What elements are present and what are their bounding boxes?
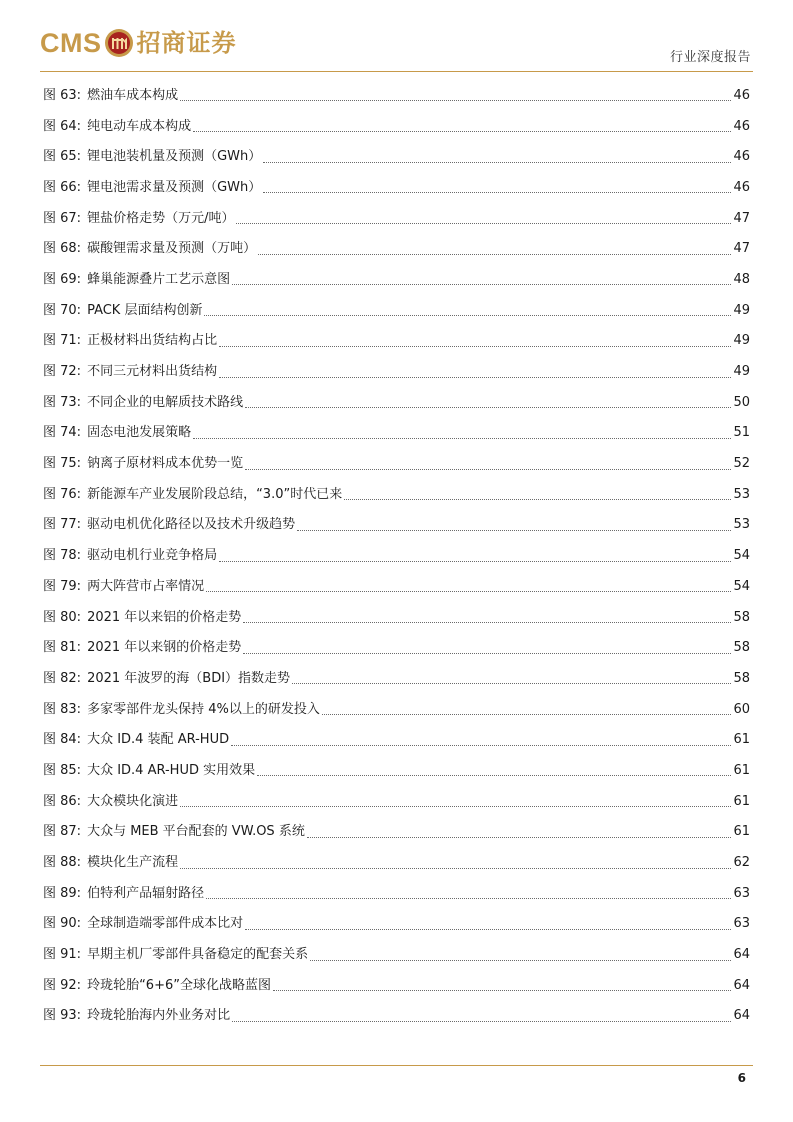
figure-number: 图 72:: [43, 364, 82, 380]
toc-entry[interactable]: [43, 141, 750, 172]
toc-entry[interactable]: [43, 172, 750, 203]
page-reference: 53: [733, 486, 750, 502]
figure-number: 图 73:: [43, 394, 82, 410]
figure-title: 不同三元材料出货结构: [87, 364, 218, 380]
page-reference: 51: [733, 425, 750, 441]
figure-number: 图 87:: [43, 824, 82, 840]
toc-entry[interactable]: [43, 786, 750, 817]
toc-entry[interactable]: [43, 694, 750, 725]
figure-number: 图 92:: [43, 977, 82, 993]
figure-number: 图 70:: [43, 302, 82, 318]
figure-title: 2021 年以来铝的价格走势: [87, 609, 242, 625]
page-reference: 61: [733, 762, 750, 778]
toc-entry[interactable]: [43, 233, 750, 264]
page-reference: 48: [733, 271, 750, 287]
page-reference: 49: [733, 302, 750, 318]
figure-title: 锂电池装机量及预测（GWh）: [87, 149, 262, 165]
figure-title: 固态电池发展策略: [87, 425, 192, 441]
logo-chinese-text: 招商证券: [136, 28, 237, 57]
figure-number: 图 88:: [43, 855, 82, 871]
figure-number: 图 71:: [43, 333, 82, 349]
page-number: 6: [737, 1071, 746, 1085]
dot-leader: [273, 989, 731, 991]
header-divider: [40, 71, 753, 72]
page-reference: 63: [733, 885, 750, 901]
toc-entry[interactable]: [43, 970, 750, 1001]
dot-leader: [243, 652, 731, 654]
dot-leader: [263, 191, 731, 193]
figure-number: 图 77:: [43, 517, 82, 533]
dot-leader: [206, 590, 731, 592]
figure-number: 图 81:: [43, 640, 82, 656]
figure-title: 玲珑轮胎海内外业务对比: [87, 1008, 231, 1024]
toc-entry[interactable]: [43, 878, 750, 909]
figure-number: 图 79:: [43, 578, 82, 594]
figure-title: 正极材料出货结构占比: [87, 333, 218, 349]
toc-entry[interactable]: [43, 632, 750, 663]
page-reference: 46: [733, 149, 750, 165]
footer-divider: [40, 1065, 753, 1066]
figure-title: PACK 层面结构创新: [87, 302, 203, 318]
toc-entry[interactable]: [43, 448, 750, 479]
dot-leader: [292, 682, 731, 684]
company-logo: [40, 28, 237, 58]
logo-latin-text: CMS: [40, 27, 102, 58]
figure-number: 图 78:: [43, 548, 82, 564]
page-reference: 49: [733, 364, 750, 380]
figure-number: 图 85:: [43, 762, 82, 778]
page-reference: 61: [733, 824, 750, 840]
page-reference: 58: [733, 670, 750, 686]
page-reference: 53: [733, 517, 750, 533]
page-reference: 46: [733, 87, 750, 103]
toc-entry[interactable]: [43, 602, 750, 633]
toc-entry[interactable]: [43, 510, 750, 541]
toc-entry[interactable]: [43, 387, 750, 418]
figure-title: 2021 年波罗的海（BDI）指数走势: [87, 670, 291, 686]
figure-title: 伯特利产品辐射路径: [87, 885, 205, 901]
figure-title: 碳酸锂需求量及预测（万吨）: [87, 241, 257, 257]
figure-title: 纯电动车成本构成: [87, 118, 192, 134]
page-header: [0, 0, 793, 72]
figure-title: 不同企业的电解质技术路线: [87, 394, 244, 410]
page-reference: 52: [733, 456, 750, 472]
figure-title: 新能源车产业发展阶段总结，“3.0”时代已来: [87, 486, 343, 502]
dot-leader: [180, 99, 731, 101]
figure-number: 图 69:: [43, 271, 82, 287]
report-type-label: 行业深度报告: [669, 50, 751, 65]
dot-leader: [206, 897, 731, 899]
page-reference: 50: [733, 394, 750, 410]
logo-emblem-icon: [104, 28, 134, 58]
figure-number: 图 86:: [43, 793, 82, 809]
figure-title: 驱动电机行业竞争格局: [87, 548, 218, 564]
figure-number: 图 83:: [43, 701, 82, 717]
figure-number: 图 68:: [43, 241, 82, 257]
dot-leader: [180, 805, 731, 807]
figure-title: 锂盐价格走势（万元/吨）: [87, 210, 235, 226]
figure-title: 早期主机厂零部件具备稳定的配套关系: [87, 947, 309, 963]
figure-title: 锂电池需求量及预测（GWh）: [87, 179, 262, 195]
toc-entry[interactable]: [43, 264, 750, 295]
toc-entry[interactable]: [43, 111, 750, 142]
toc-entry[interactable]: [43, 755, 750, 786]
dot-leader: [236, 222, 731, 224]
toc-entry[interactable]: [43, 1001, 750, 1032]
page-reference: 58: [733, 640, 750, 656]
toc-entry[interactable]: [43, 356, 750, 387]
toc-entry[interactable]: [43, 939, 750, 970]
figure-number: 图 82:: [43, 670, 82, 686]
page-reference: 64: [733, 947, 750, 963]
figure-title: 多家零部件龙头保持 4%以上的研发投入: [87, 701, 320, 717]
toc-entry[interactable]: [43, 326, 750, 357]
toc-entry[interactable]: [43, 724, 750, 755]
toc-entry[interactable]: [43, 80, 750, 111]
toc-entry[interactable]: [43, 663, 750, 694]
figure-title: 全球制造端零部件成本比对: [87, 916, 244, 932]
figure-number: 图 76:: [43, 486, 82, 502]
toc-entry[interactable]: [43, 479, 750, 510]
dot-leader: [193, 130, 731, 132]
dot-leader: [322, 713, 732, 715]
figure-number: 图 66:: [43, 179, 82, 195]
toc-entry[interactable]: [43, 203, 750, 234]
figure-number: 图 80:: [43, 609, 82, 625]
page-reference: 58: [733, 609, 750, 625]
page-reference: 47: [733, 241, 750, 257]
toc-entry[interactable]: [43, 540, 750, 571]
figure-title: 模块化生产流程: [87, 855, 179, 871]
figure-title: 蜂巢能源叠片工艺示意图: [87, 271, 231, 287]
dot-leader: [204, 314, 731, 316]
page-reference: 54: [733, 578, 750, 594]
toc-entry[interactable]: [43, 909, 750, 940]
dot-leader: [180, 867, 731, 869]
dot-leader: [232, 283, 731, 285]
page-reference: 47: [733, 210, 750, 226]
figure-number: 图 84:: [43, 732, 82, 748]
toc-entry[interactable]: [43, 571, 750, 602]
dot-leader: [297, 529, 731, 531]
figure-title: 驱动电机优化路径以及技术升级趋势: [87, 517, 296, 533]
figure-number: 图 91:: [43, 947, 82, 963]
figure-number: 图 89:: [43, 885, 82, 901]
toc-entry[interactable]: [43, 418, 750, 449]
toc-entry[interactable]: [43, 817, 750, 848]
dot-leader: [344, 498, 731, 500]
toc-entry[interactable]: [43, 847, 750, 878]
dot-leader: [245, 468, 731, 470]
dot-leader: [263, 161, 731, 163]
dot-leader: [231, 744, 731, 746]
dot-leader: [257, 774, 731, 776]
figure-title: 大众模块化演进: [87, 793, 179, 809]
toc-entry[interactable]: [43, 295, 750, 326]
dot-leader: [245, 406, 731, 408]
figure-number: 图 90:: [43, 916, 82, 932]
figure-number: 图 75:: [43, 456, 82, 472]
figure-title: 大众 ID.4 AR-HUD 实用效果: [87, 762, 256, 778]
dot-leader: [219, 376, 731, 378]
page-reference: 61: [733, 732, 750, 748]
figure-title: 玲珑轮胎“6+6”全球化战略蓝图: [87, 977, 271, 993]
dot-leader: [193, 437, 731, 439]
figure-number: 图 65:: [43, 149, 82, 165]
figure-title: 钠离子原材料成本优势一览: [87, 456, 244, 472]
page-reference: 61: [733, 793, 750, 809]
figure-number: 图 67:: [43, 210, 82, 226]
page-reference: 60: [733, 701, 750, 717]
figure-number: 图 74:: [43, 425, 82, 441]
figure-title: 两大阵营市占率情况: [87, 578, 205, 594]
page-reference: 62: [733, 855, 750, 871]
dot-leader: [258, 253, 731, 255]
dot-leader: [219, 560, 731, 562]
figure-title: 大众 ID.4 装配 AR-HUD: [87, 732, 230, 748]
dot-leader: [243, 621, 731, 623]
figure-number: 图 63:: [43, 87, 82, 103]
page-reference: 64: [733, 1008, 750, 1024]
figure-index-list: [43, 80, 750, 1031]
page-reference: 54: [733, 548, 750, 564]
figure-title: 燃油车成本构成: [87, 87, 179, 103]
figure-number: 图 64:: [43, 118, 82, 134]
dot-leader: [245, 928, 731, 930]
dot-leader: [219, 345, 731, 347]
page-reference: 64: [733, 977, 750, 993]
figure-title: 2021 年以来钢的价格走势: [87, 640, 242, 656]
figure-title: 大众与 MEB 平台配套的 VW.OS 系统: [87, 824, 305, 840]
figure-number: 图 93:: [43, 1008, 82, 1024]
page-reference: 49: [733, 333, 750, 349]
page-reference: 46: [733, 118, 750, 134]
dot-leader: [310, 959, 731, 961]
page-reference: 63: [733, 916, 750, 932]
dot-leader: [307, 836, 732, 838]
page-reference: 46: [733, 179, 750, 195]
dot-leader: [232, 1020, 731, 1022]
